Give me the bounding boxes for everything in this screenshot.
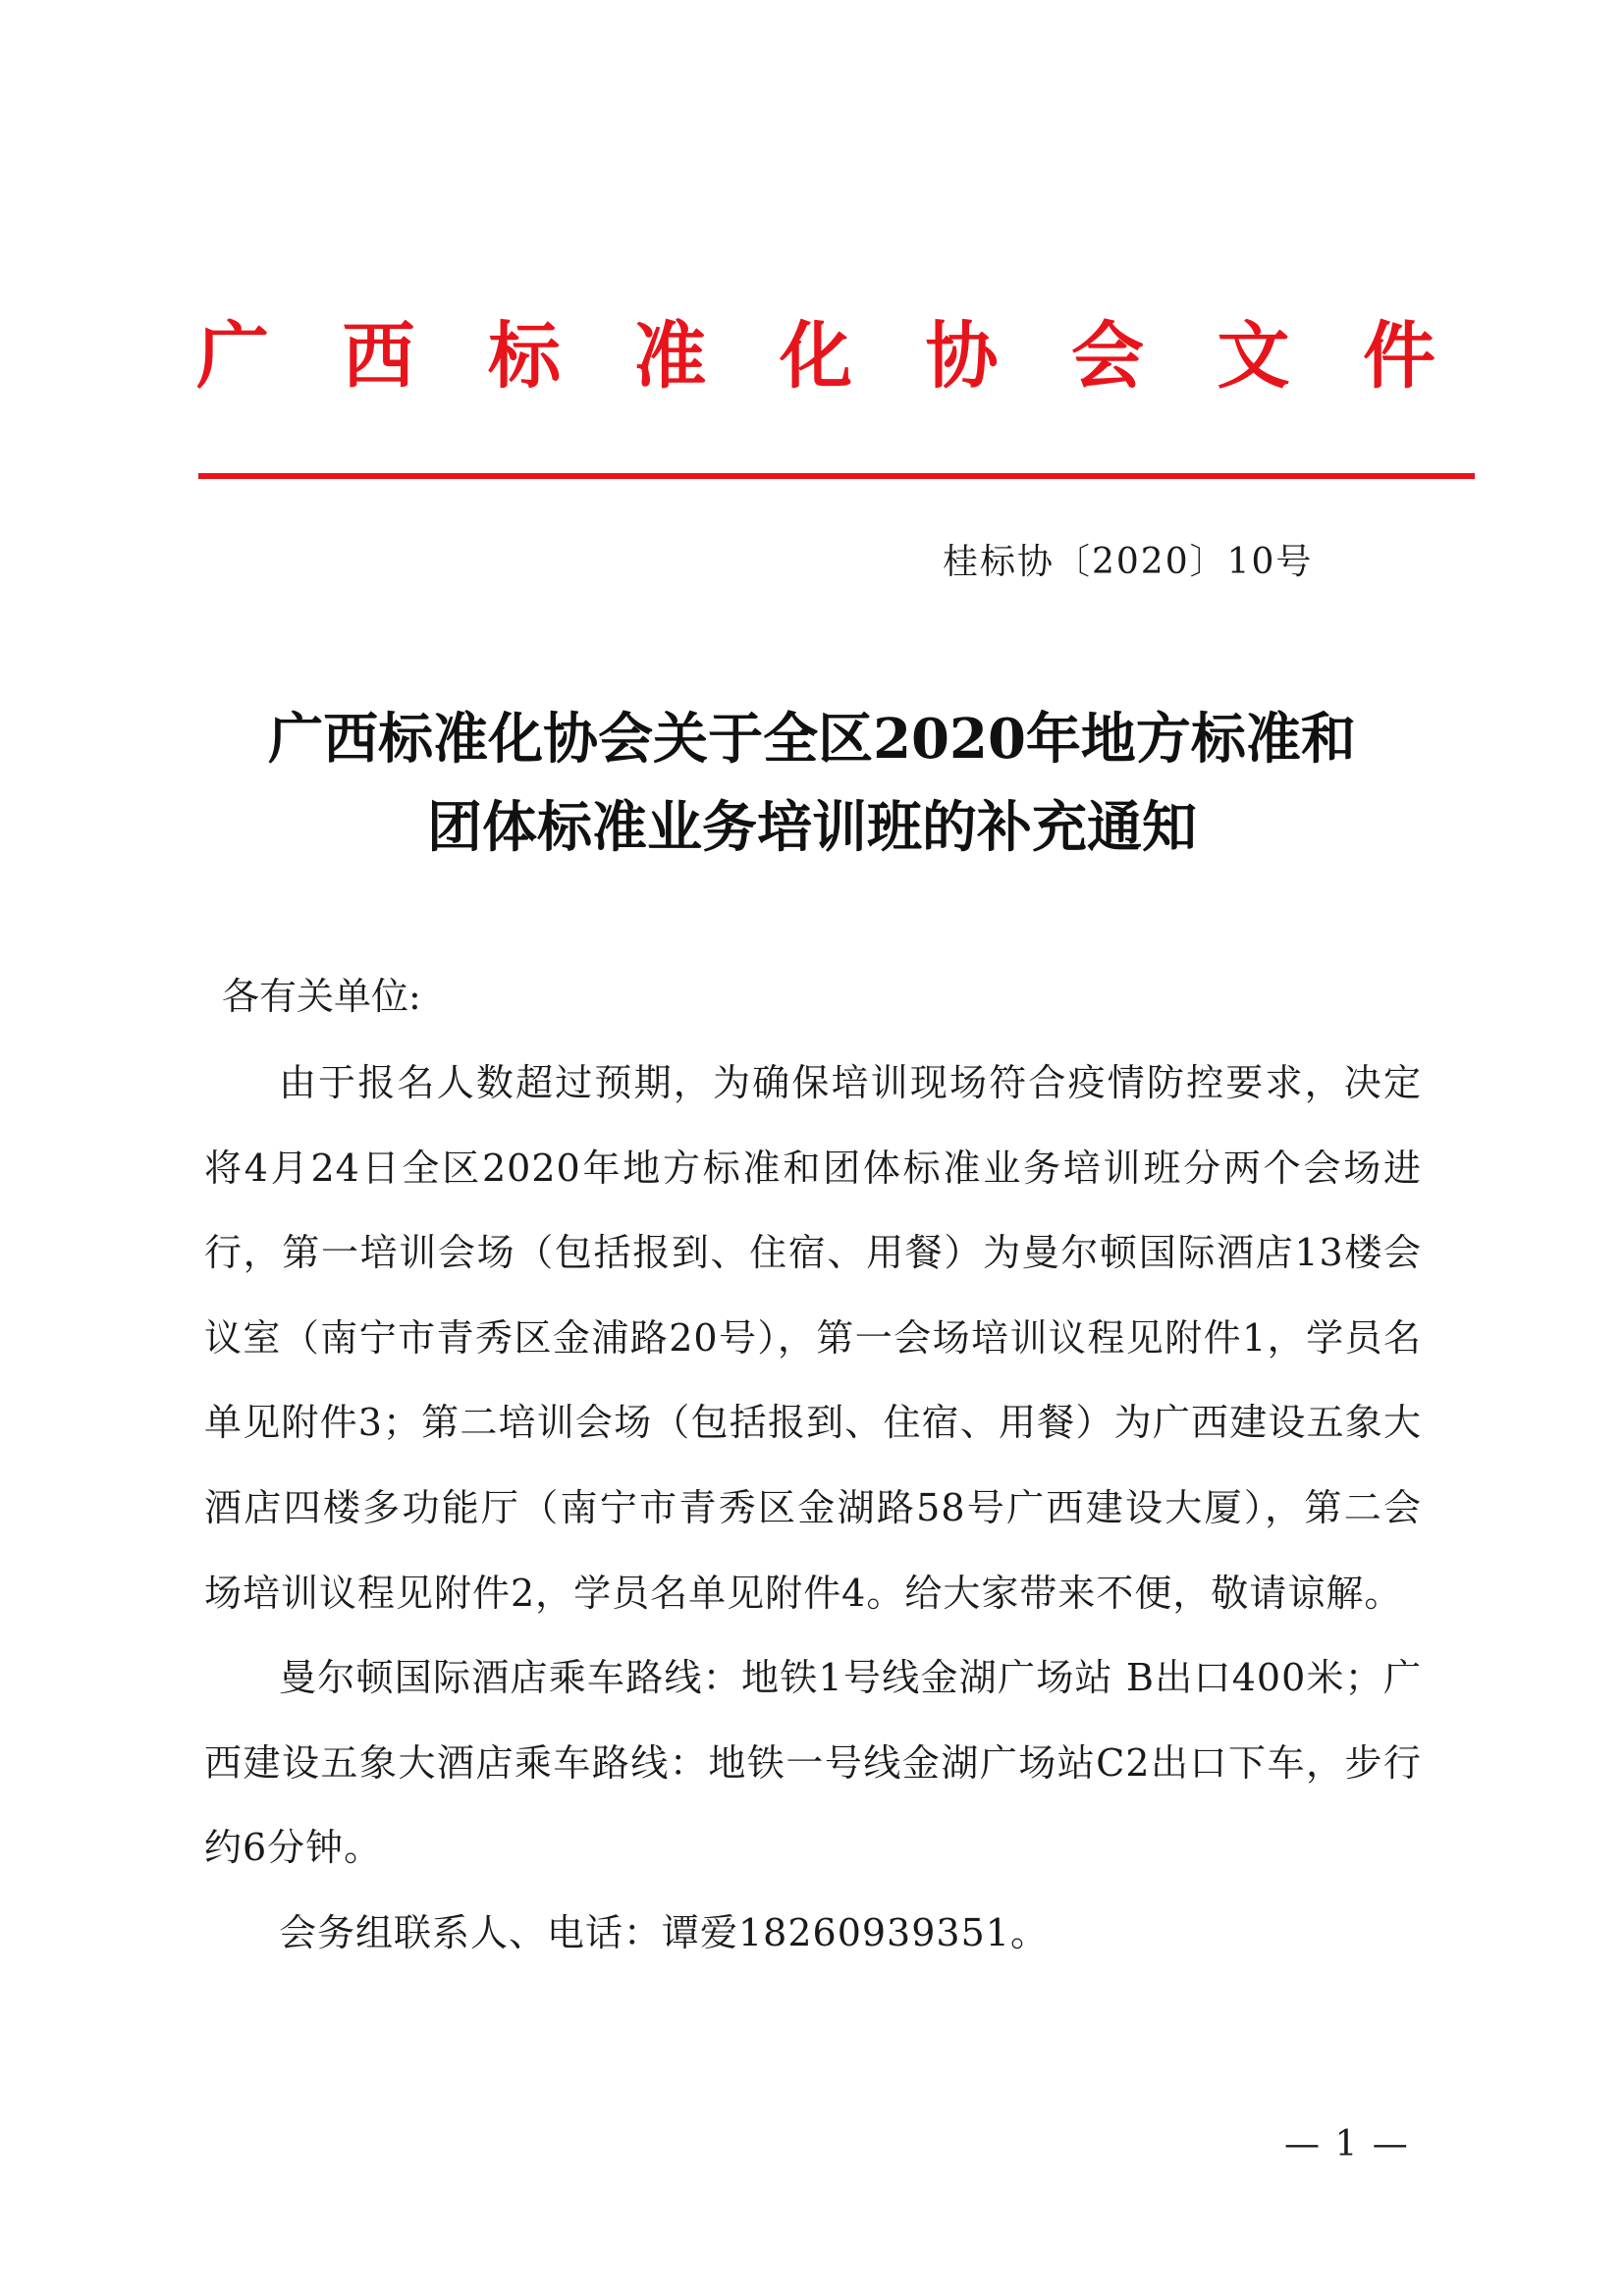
document-title bbox=[157, 695, 1467, 872]
letterhead-char: 会 bbox=[1071, 314, 1144, 399]
document-title-line: 团体标准业务培训班的补充通知 bbox=[427, 795, 1197, 860]
letterhead-divider bbox=[198, 473, 1475, 479]
letterhead-char: 西 bbox=[342, 314, 415, 399]
document-body bbox=[204, 1041, 1422, 1976]
body-paragraph: 由于报名人数超过预期，为确保培训现场符合疫情防控要求，决定将4月24日全区2020年地方标准和团体标准业务培训班分两个会场进行，第一培训会场（包括报到、住宿、用餐）为曼尔顿国际酒店13楼会议室（南宁市青秀区金浦路20号），第一会场培训议程见附件1，学员名单见附件3；第二培训会场（包括报到、住宿、用餐）为广西建设五象大酒店四楼多功能厅（南宁市青秀区金湖路58号广西建设大厦），第二会场培训议程见附件2，学员名单见附件4。给大家带来不便，敬请谅解。 bbox=[204, 1061, 1422, 1615]
letterhead-char: 化 bbox=[780, 314, 852, 399]
letterhead-char: 标 bbox=[488, 314, 561, 399]
letterhead-char: 准 bbox=[633, 314, 707, 399]
letterhead-char: 件 bbox=[1363, 314, 1435, 399]
document-number: 桂标协〔2020〕10号 bbox=[943, 542, 1314, 582]
letterhead-char: 文 bbox=[1217, 314, 1290, 399]
body-paragraph: 会务组联系人、电话：谭爱18260939351。 bbox=[279, 1910, 1049, 1954]
letterhead-char: 协 bbox=[925, 314, 999, 399]
document-title-line: 广西标准化协会关于全区2020年地方标准和 bbox=[268, 707, 1356, 772]
body-paragraph: 曼尔顿国际酒店乘车路线：地铁1号线金湖广场站 B出口400米；广西建设五象大酒店乘车路线：地铁一号线金湖广场站C2出口下车，步行约6分钟。 bbox=[204, 1656, 1422, 1870]
page-number: — 1 — bbox=[1284, 2124, 1410, 2164]
letterhead-title bbox=[196, 312, 1435, 400]
letterhead-char: 广 bbox=[196, 314, 269, 399]
salutation: 各有关单位: bbox=[222, 975, 421, 1018]
